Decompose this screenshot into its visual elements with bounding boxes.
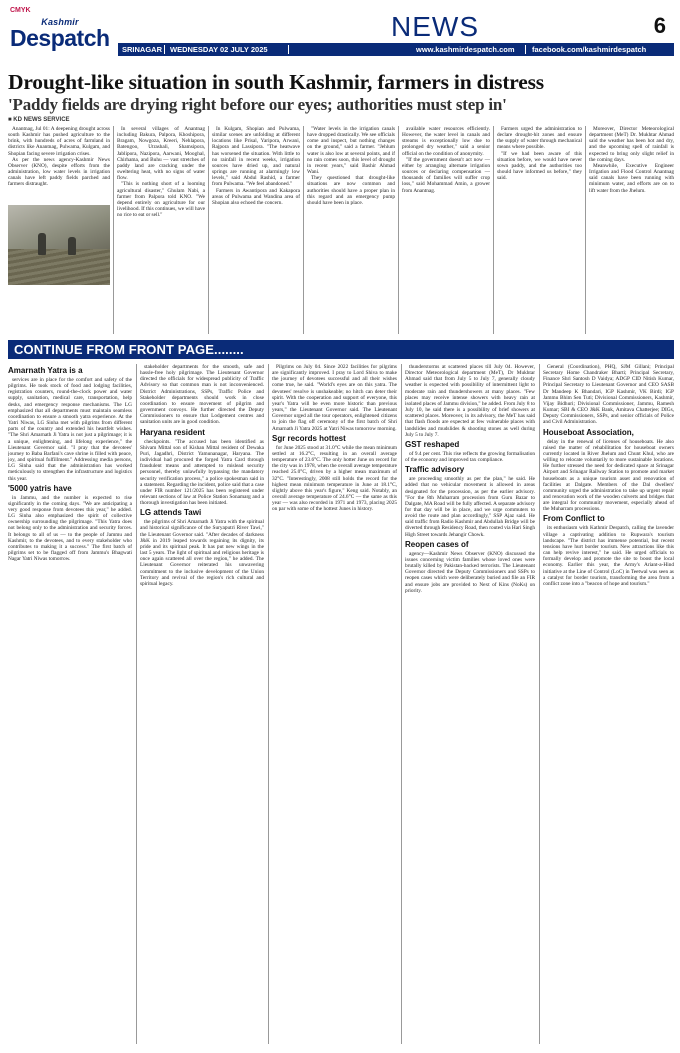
story-column-3 <box>212 126 300 334</box>
story-headline: Drought-like situation in south Kashmir, farmers in distress <box>8 70 544 94</box>
column-rule <box>539 364 540 1044</box>
subhead: Traffic advisory <box>405 465 465 475</box>
photo-figure <box>68 237 76 255</box>
print-color-mark: CMYK <box>10 7 31 14</box>
column-rule <box>268 364 269 1044</box>
byline: ■ KD NEWS SERVICE <box>8 117 70 123</box>
section-title: NEWS <box>391 11 479 42</box>
subhead: Haryana resident <box>140 427 205 437</box>
paragraph: In several villages of Anantnag including Bakura, Palpora, Khoshipora, Bragam, Nowgoza, Kreeri, Nehlapora, Batengoo, Utrashali, Shamsipora, Jablipora, Nazipora, Aarwani, Mooghal, Chirhama, and Buhu — vast stretches of paddy land are cracking under the sweltering heat, with no signs of water flow. <box>117 126 205 182</box>
info-bar <box>118 43 674 56</box>
brand-top: Kashmir <box>41 17 79 27</box>
paragraph: stakeholder departments for the smooth, safe and hassle-free holy pilgrimage. The Lieutenant Governor directed the officials for widespread publicity of Traffic Advisory so that common man is not inconvenienced. District Administrations, SSPs, Traffic Police and Stakeholder departments should work in close coordination to ensure movement of pilgrim and government convoys. He further directed the Deputy Commissioners to ensure that Lodgement centres and sanitation units are in good condition. <box>140 364 264 426</box>
continuation-column-1 <box>8 364 132 1048</box>
divider <box>525 45 526 54</box>
paragraph: of 9.4 per cent. This rise reflects the growing formalisation of the economy and improved tax compliance. <box>405 450 535 464</box>
paragraph: Farmers urged the administration to declare drought-hit zones and ensure the supply of water through mechanical means where possible. <box>497 126 582 151</box>
city: SRINAGAR <box>122 45 163 54</box>
story-column-1 <box>8 126 110 202</box>
masthead <box>6 3 674 63</box>
brand-logo[interactable] <box>10 17 110 49</box>
column-rule <box>398 126 399 334</box>
photo-ground <box>8 249 110 285</box>
subhead: From Conflict to <box>543 514 605 524</box>
column-rule <box>493 126 494 334</box>
paragraph: in Jammu, and the number is expected to rise significantly in the coming days. "We are anticipating a very good response from devotees this year," he added. LG Sinha also emphasized the spirit of collective ownership surrounding the pilgrimage. "This Yatra does not belong only to the administration and security forces. It belongs to all of us — to the people of Jammu and Kashmir, to the devotees, and to every stakeholder who contributes to making it a success." The first batch of pilgrims set to be flagged off from Jammu's Bhagwati Nagar Yatri Niwas tomorrow. <box>8 494 132 563</box>
continuation-column-3 <box>272 364 397 1048</box>
subhead: Houseboat Association, <box>543 427 634 437</box>
byline-text: KD NEWS SERVICE <box>13 117 70 123</box>
paragraph: agency—Kashmir News Observer (KNO) discussed the issues concerning victim families whose loved ones were brutally killed by Pakistan-backed terrorists. The Lieutenant Governor directed the Deputy Commissioners and SSPs to reopen cases which were deliberately buried and file an FIR and ensure jobs are provided to Next of Kins (NoKs) on priority. <box>405 550 535 594</box>
story-photo <box>8 205 110 285</box>
continue-banner <box>8 340 674 359</box>
photo-figure <box>38 233 46 255</box>
story-column-7 <box>589 126 674 334</box>
story-deck: 'Paddy fields are drying right before our eyes; authorities must step in' <box>8 95 507 114</box>
divider <box>164 45 165 54</box>
subhead: Sgr records hottest <box>272 433 346 443</box>
paragraph: are proceeding smoothly as per the plan," he said. He added that no vehicular movement is allowed in areas designated for the procession, as per the earlier advisory. "For the 8th Muharram procession from Guru Bazar to Dalgate, MA Road will be fully affected. A separate advisory for that day will be in place, and we urge commuters to avoid the route and plan accordingly," SSP Ajaz said. He said traffic from Radio Kashmir and Abdullah Bridge will be diverted through Residency Road, then routed via Hari Singh High Street towards Jehangir Chowk. <box>405 476 535 538</box>
subhead: GST reshaped <box>405 439 460 449</box>
paragraph: available water resources efficiently. However, the water level in canals and streams is exceptionally low due to prolonged dry weather," said a senior official on the condition of anonymity. <box>402 126 490 157</box>
subhead: '5000 yatris have <box>8 483 72 493</box>
issue-date: WEDNESDAY 02 JULY 2025 <box>170 45 268 54</box>
paragraph: Meanwhile, Executive Engineer Irrigation and Flood Control Anantnag said canals have been running with minimum water, and efforts are on to lift water from the Jhelum. <box>589 162 674 194</box>
continuation-column-5 <box>543 364 674 1048</box>
subhead: Amarnath Yatra is a <box>8 366 83 375</box>
paragraph: the pilgrims of Shri Amarnath Ji Yatra with the spiritual and historical significance of the Suryaputri River Tawi," the Lieutenant Governor said. "After decades of darkness J&K in 2019 leaped towards regaining its dignity, its pride and its spiritual peak. It has put new wings in the last 5 years. The light of spiritual and religious heritage is once again scattered all over the region," he added. The Lieutenant Governor reiterated his unwavering commitment to the inclusive development of the Union Territory and revival of the region's rich cultural and spiritual legacy. <box>140 519 264 587</box>
continue-banner-text: CONTINUE FROM FRONT PAGE........ <box>14 342 244 357</box>
story-column-2 <box>117 126 205 334</box>
paragraph: "If we had been aware of this situation before, we would have never sown paddy, and the authorities too should have informed us before," they said. <box>497 150 582 182</box>
page-number: 6 <box>653 13 666 38</box>
paragraph: Anantnag, Jul 01: A deepening drought across south Kashmir has pushed agriculture to the brink, with hundreds of acres of farmland in districts like Anantnag, Pulwama, Kulgam, and Shopian facing severe irrigation crises. <box>8 126 110 157</box>
paragraph: Moreover, Director Meteorological department (MeT) Dr. Mukhtar Ahmad said the weather has been hot and dry, and the upcoming spell of rainfall is expected to bring only slight relief in the coming days. <box>589 126 674 163</box>
paragraph: checkpoints. "The accused has been identified as Shivam Mittal son of Kishan Mittal resident of Dewaka Puri, Jagadhri, District Yamunanagar, Haryana. The individual had procured the forged Yatra Card through fraudulent means and attempted to mislead security personnel, thereby unlawfully bypassing the mandatory security verification process," a police spokesman said in a statement. Regarding the incident, police said that a case under FIR number 121/2025 has been registered under relevant sections of law at Police Station Sonamarg and a thorough investigation has been initiated. <box>140 438 264 507</box>
column-rule <box>208 126 209 334</box>
paragraph: In Kulgam, Shopian and Pulwama, similar scenes are unfolding at different locations like Prisal, Yaripora, Arwani, Rajpora and Lassipora. "The heatwave has worsened the situation. With little to no rainfall in recent weeks, irrigation sources have dried up, and natural springs are running at alarmingly low levels," said Abdul Rashid, a farmer from Pulwama. "We feel abandoned." <box>212 126 300 188</box>
paragraph: They questioned that drought-like situations are now common and authorities should have a proper plan in this regard and an emergency pump should have been in place. <box>307 175 395 206</box>
column-rule <box>136 364 137 1044</box>
subhead: LG attends Tawi <box>140 508 202 518</box>
story-column-4 <box>307 126 395 334</box>
divider <box>288 45 289 54</box>
paragraph: Pilgrims on July 04. Since 2022 facilities for pilgrims are significantly improved. I pray to Lord Shiva to make the journey of devotees successful and all their wishes come true, he said. "World's eyes are on this yatra. The devotees' resolve is unshakeable; no hitch can deter their spirit. With the cooperation and support of everyone, this year's Yatra will be even more historic than previous years," the Lieutenant Governor said. The Lieutenant Governor urged all the tour operators, enlightened citizens to join the flag off ceremony of the first batch of Shri Amarnath Ji Yatra 2025 at Yatri Niwas tomorrow morning. <box>272 364 397 432</box>
facebook-link[interactable]: facebook.com/kashmirdespatch <box>532 45 647 54</box>
brand-main: Despatch <box>10 25 110 51</box>
paragraph: its enthusiasm with Kathmir Despatch, calling the lavender village a captivating addition to Rupwara's tourism landscape. "The district has immense potential, but recent tensions have hurt border tourism. New attractions like this can help revive interest," he said. He urged officials to formally develop and promote the site to boost the local economy. Earlier this year, the Army's Ariant-a-Hind initiative at the Line of Control (LoC) in Teetwal was seen as a catalyst for border tourism, transforming the area from a conflict zone into a "beacon of hope and tourism." <box>543 525 674 587</box>
story-column-6 <box>497 126 582 334</box>
column-rule <box>401 364 402 1044</box>
paragraph: General (Coordination), PHQ, SJM Gillani; Principal Secretary Home Chandraker Bharti; Principal Secretary, Finance Shri Santosh D Vaidya; ADGP CID Nitish Kumar, Principal Secretary to Lieutenant Governor and CEO SASB Dr Mandeep K Bhandari, IGP Kashmir, VK Birdi; IGP Jammu Bhim Sen Tuti; Divisional Commissioners, Kashmir, Vijay Bidhuri; Divisional Commissioner, Jammu, Ramesh Kumar; SBI & CEO J&K Bank, Amitava Chatterjee; DIGs, Deputy Commissioners, SSPs, and senior officials of Police and Civil Administration. <box>543 364 674 426</box>
website-link[interactable]: www.kashmirdespatch.com <box>416 45 515 54</box>
paragraph: "This is nothing short of a looming agricultural disaster," Ghulam Nabi, a farmer from Palpora told KNO. "We depend entirely on agriculture for our livelihood. If this continues, we will have no rice to eat or sell." <box>117 181 205 219</box>
story-column-5 <box>402 126 490 334</box>
paragraph: "If the government doesn't act now — either by arranging alternate irrigation sources or declaring compensation — thousands of families will suffer crop loss," said Mohammad Amin, a grower from Anantnag. <box>402 156 490 194</box>
paragraph: "Water levels in the irrigation canals have dropped drastically. We see officials come and inspect, but nothing changes on the ground," said a farmer. "Jehlum water is also low at several points, and if no rain comes soon, this level of drought in recent years," said Bashir Ahmad Wani. <box>307 126 395 176</box>
continuation-column-2 <box>140 364 264 1048</box>
column-rule <box>585 126 586 334</box>
paragraph: thunderstorms at scattered places till July 04. However, Director Meteorological department (MeT), Dr Mukhtar Ahmad said that from July 5 to July 7, generally cloudy weather is expected with possibility of intermittent light to moderate rain and thundershowers at many places. "Few places may receive intense showers with heavy rain at isolated places of Jammu division," he added. From July 8 to July 10, he said there is a possibility of brief showers at scattered places. Moreover, in its advisory, the MeT has said that flash floods are expected at few vulnerable places with landslides and mudslides & shooting stones as well during July 5 to July 7. <box>405 364 535 438</box>
paragraph: for June 2025 stood at 31.0°C while the mean minimum settled at 16.2°C, resulting in an overall average temperature of 23.6°C. The only hotter June on record for the city was in 1978, when the overall average temperature reached 25.0°C, driven by a higher mean maximum of 32°C. "Interestingly, 2008 still holds the record for the highest mean minimum temperature in June at 18.1°C, slightly above this year's figure," Keng said. Notably, an overall average temperature of 24.6°C — the same as this year — was also recorded in 1971 and 1973, placing 2025 on par with some of the hottest Junes in history. <box>272 444 397 513</box>
continuation-column-4 <box>405 364 535 1048</box>
paragraph: As per the news agency-Kashmir News Observer (KNO), despite efforts from the administration, low water levels in irrigation canals have left paddy fields parched and farmers distraught. <box>8 156 110 188</box>
column-rule <box>113 126 114 334</box>
subhead: Reopen cases of <box>405 539 469 549</box>
paragraph: Farmers in Awantipora and Kakapora areas of Pulwama and Wandina area of Shopian also echoed the concern. <box>212 187 300 206</box>
paragraph: services are in place for the comfort and safety of the pilgrims. He took stock of food and lodging facilities, registration counters, round-the-clock power and water supply, sanitation, medical care, transportation, help desks, and emergency response mechanisms. The LG emphasized that all departments must maintain seamless coordination to ensure a smooth yatra experience. At the Yatri Niwas, LG Sinha met with pilgrims from different parts of the country and extended his heartfelt wishes. "The Shri Amarnath Ji Yatra is not just a pilgrimage; it is a unique, enlightening, and lifelong experience," the Lieutenant Governor said. "I pray that the devotees' journey to Baba Barfani's cave shrine is filled with peace, joy, and spiritual fulfillment." Addressing media persons, LG Sinha said that the administration has worked meticulously to strengthen the infrastructure and logistics this year. <box>8 377 132 482</box>
column-rule <box>303 126 304 334</box>
paragraph: delay in the renewal of licenses of houseboats. He also raised the matter of rehabilitation for houseboat owners currently located in River Jhelum and Chunt Khul, who are willing to relocate voluntarily to more sustainable locations. He further stressed the need for dedicated space at Srinagar Airport and Srinagar Railway Station to promote and market houseboats as a unique tourism asset and renovation of facilities at Dalgate. Members of the Dal dwellers' community urged the administration to take up urgent repair and renovation work of the wooden culverts and bridges that are integral for community movement, especially ahead of the Muharram processions. <box>543 438 674 513</box>
